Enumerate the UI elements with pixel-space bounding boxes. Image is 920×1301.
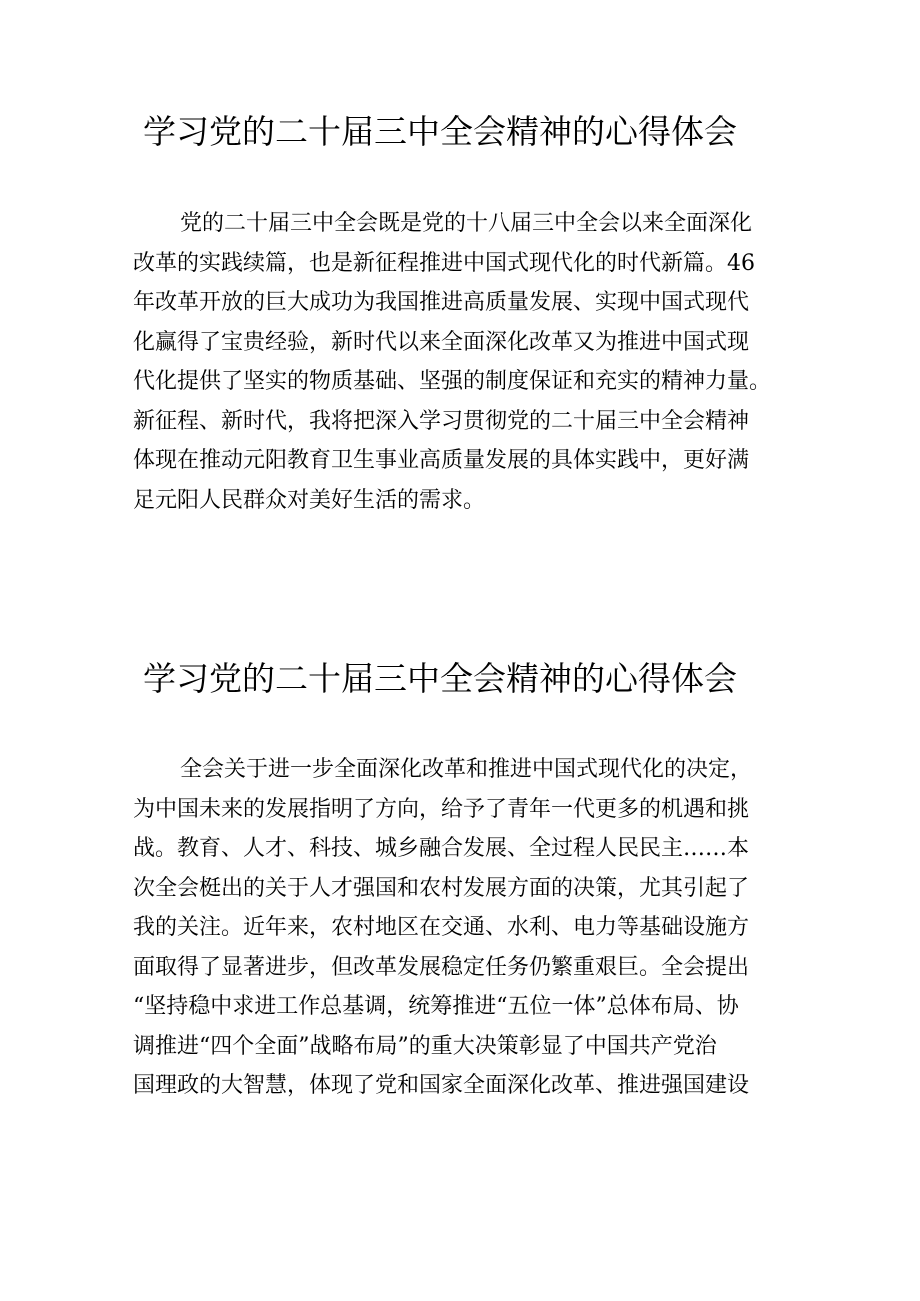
text-line: 足元阳人民群众对美好生活的需求。 — [133, 487, 486, 513]
section-title: 学习党的二十届三中全会精神的心得体会 — [143, 112, 737, 151]
text-line: 次全会梃出的关于人才强国和农村发展方面的决策，尤其引起了 — [133, 875, 750, 901]
text-line: 调推进“四个全面”战略布局”的重大决策彰显了中国共产党治 — [133, 1033, 717, 1059]
text-line: 党的二十届三中全会既是党的十八届三中全会以来全面深化 — [180, 211, 753, 236]
section-body — [133, 204, 793, 520]
text-line: 年改革开放的巨大成功为我国推进高质量发展、实现中国式现代 — [133, 290, 750, 315]
text-line: “坚持稳中求进工作总基调，统筹推进“五位一体”总体布局、协 — [133, 994, 739, 1019]
section-body — [133, 750, 793, 1106]
section-title: 学习党的二十届三中全会精神的心得体会 — [143, 659, 737, 698]
text-line: 全会关于进一步全面深化改革和推进中国式现代化的决定， — [180, 757, 753, 782]
text-line: 国理政的大智慧，体现了党和国家全面深化改革、推进强国建设 — [133, 1073, 750, 1098]
text-line: 面取得了显著进步，但改革发展稳定任务仍繁重艰巨。全会提出 — [133, 954, 750, 980]
text-line: 为中国未来的发展指明了方向，给予了青年一代更多的机遇和挑 — [133, 796, 750, 822]
text-line: 体现在推动元阳教育卫生事业高质量发展的具体实践中，更好满 — [133, 448, 750, 473]
text-line: 改革的实践续篇，也是新征程推进中国式现代化的时代新篇。46 — [133, 250, 755, 276]
text-line: 代化提供了坚实的物质基础、坚强的制度保证和充实的精神力量。 — [133, 369, 772, 394]
text-line: 化赢得了宝贵经验，新时代以来全面深化改革又为推进中国式现 — [133, 329, 750, 355]
text-line: 新征程、新时代，我将把深入学习贯彻党的二十届三中全会精神 — [133, 408, 750, 434]
text-line: 战。教育、人才、科技、城乡融合发展、全过程人民民主……本 — [133, 836, 750, 861]
text-line: 我的关注。近年来，农村地区在交通、水利、电力等基础设施方 — [133, 915, 750, 940]
